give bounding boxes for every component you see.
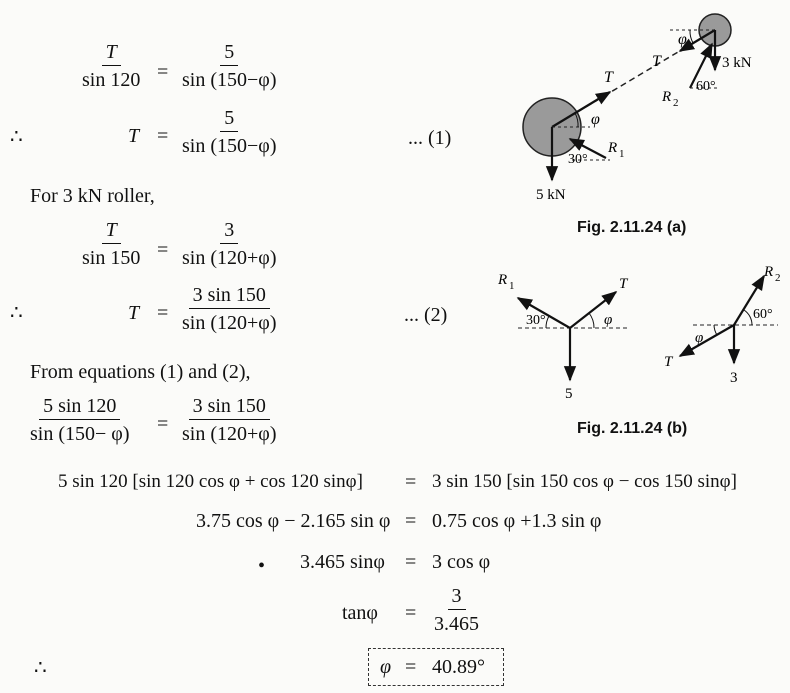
label-b-3: 3 (730, 370, 738, 386)
label-phi-small: φ (678, 31, 687, 48)
t-vector-right (680, 325, 734, 356)
eq7-lhs: 3.75 cos φ − 2.165 sin φ (196, 510, 391, 532)
arc-60-right (744, 310, 752, 325)
eq1-lhs-numerator: T (102, 42, 121, 66)
eq3-rhs-fraction (178, 220, 280, 268)
from-equations-text: From equations (1) and (2), (30, 361, 251, 383)
stray-dot: • (258, 555, 266, 577)
eq2-equals: = (157, 125, 169, 147)
eq10-lhs: φ (380, 656, 392, 678)
eq2-therefore: ∴ (10, 126, 23, 148)
eq1-rhs-numerator: 5 (220, 42, 238, 66)
eq3-equals: = (157, 239, 169, 261)
roller-text: For 3 kN roller, (30, 185, 155, 207)
figure-a-diagram (500, 0, 790, 215)
eq1-lhs-fraction (78, 42, 144, 90)
eq4-lhs: T (128, 302, 140, 324)
eq5-equals: = (157, 413, 169, 435)
label-b-phi-right: φ (695, 330, 704, 346)
eq2-rhs-denominator: sin (150−φ) (182, 135, 277, 157)
label-b-30deg: 30° (526, 313, 546, 328)
eq1-rhs-fraction (178, 42, 280, 90)
eq2-rhs-fraction (178, 108, 280, 156)
eq5-rhs-denominator: sin (120+φ) (182, 423, 277, 445)
eq1-lhs-denominator: sin 120 (82, 69, 141, 91)
eq8-rhs: 3 cos φ (432, 551, 491, 573)
eq7-equals: = (405, 510, 417, 532)
label-R2-sub: 2 (673, 97, 679, 109)
label-b-phi-left: φ (604, 312, 613, 328)
eq8-lhs: 3.465 sinφ (300, 551, 385, 573)
eq5-lhs-numerator: 5 sin 120 (39, 396, 120, 420)
label-T-right: T (652, 53, 661, 70)
eq7-rhs: 0.75 cos φ +1.3 sin φ (432, 510, 602, 532)
eq10-equals: = (405, 656, 417, 678)
eq5-lhs-denominator: sin (150− φ) (30, 423, 130, 445)
figure-a-caption: Fig. 2.11.24 (a) (577, 219, 687, 236)
eq3-lhs-denominator: sin 150 (82, 247, 141, 269)
label-60deg: 60° (696, 79, 716, 94)
label-T-left: T (604, 69, 613, 86)
eq9-equals: = (405, 602, 417, 624)
eq10-rhs: 40.89° (432, 656, 485, 678)
label-5kN: 5 kN (536, 187, 566, 203)
label-b-60deg: 60° (753, 307, 773, 322)
arc-phi-left (589, 313, 594, 328)
arc-30-left (546, 316, 549, 328)
eq6-equals: = (405, 471, 417, 493)
eq3-rhs-denominator: sin (120+φ) (182, 247, 277, 269)
eq4-rhs-numerator: 3 sin 150 (189, 285, 270, 309)
eq5-rhs-numerator: 3 sin 150 (189, 396, 270, 420)
figure-b-caption: Fig. 2.11.24 (b) (577, 420, 688, 437)
eq4-therefore: ∴ (10, 302, 23, 324)
eq9-rhs-denominator: 3.465 (434, 613, 479, 635)
eq6-rhs: 3 sin 150 [sin 150 cos φ − cos 150 sinφ] (432, 471, 737, 492)
label-b-R1-sub: 1 (509, 280, 515, 292)
eq10-therefore: ∴ (34, 657, 47, 679)
label-b-R2-sub: 2 (775, 272, 781, 284)
phi-arc-small (690, 30, 693, 43)
arc-phi-right (714, 325, 717, 335)
label-R1-sub: 1 (619, 148, 625, 160)
eq1-equals: = (157, 61, 169, 83)
eq3-lhs-numerator: T (102, 220, 121, 244)
label-b-R1: R (498, 272, 508, 288)
eq3-lhs-fraction (78, 220, 144, 268)
eq2-lhs: T (128, 125, 140, 147)
label-phi-big: φ (591, 111, 600, 128)
eq9-rhs-numerator: 3 (448, 586, 466, 610)
label-R1: R (608, 140, 618, 156)
eq1-rhs-denominator: sin (150−φ) (182, 69, 277, 91)
eq4-rhs-fraction (178, 285, 280, 333)
label-b-T-left: T (619, 276, 628, 292)
label-b-T-right: T (664, 354, 673, 370)
label-b-R2: R (764, 264, 774, 280)
eq4-rhs-denominator: sin (120+φ) (182, 312, 277, 334)
eq4-equals: = (157, 302, 169, 324)
eq5-lhs-fraction (26, 396, 133, 444)
label-R2: R (662, 89, 672, 105)
eq9-rhs-fraction (430, 586, 483, 634)
eq2-tag: ... (1) (408, 127, 452, 149)
eq3-rhs-numerator: 3 (220, 220, 238, 244)
eq5-rhs-fraction (178, 396, 280, 444)
eq2-rhs-numerator: 5 (220, 108, 238, 132)
label-30deg: 30° (568, 152, 588, 167)
eq6-lhs: 5 sin 120 [sin 120 cos φ + cos 120 sinφ] (58, 471, 363, 492)
label-b-5: 5 (565, 386, 573, 402)
label-3kN: 3 kN (722, 55, 752, 71)
eq4-tag: ... (2) (404, 304, 448, 326)
eq9-lhs: tanφ (342, 602, 378, 624)
figure-b-diagram (488, 258, 790, 418)
eq8-equals: = (405, 551, 417, 573)
